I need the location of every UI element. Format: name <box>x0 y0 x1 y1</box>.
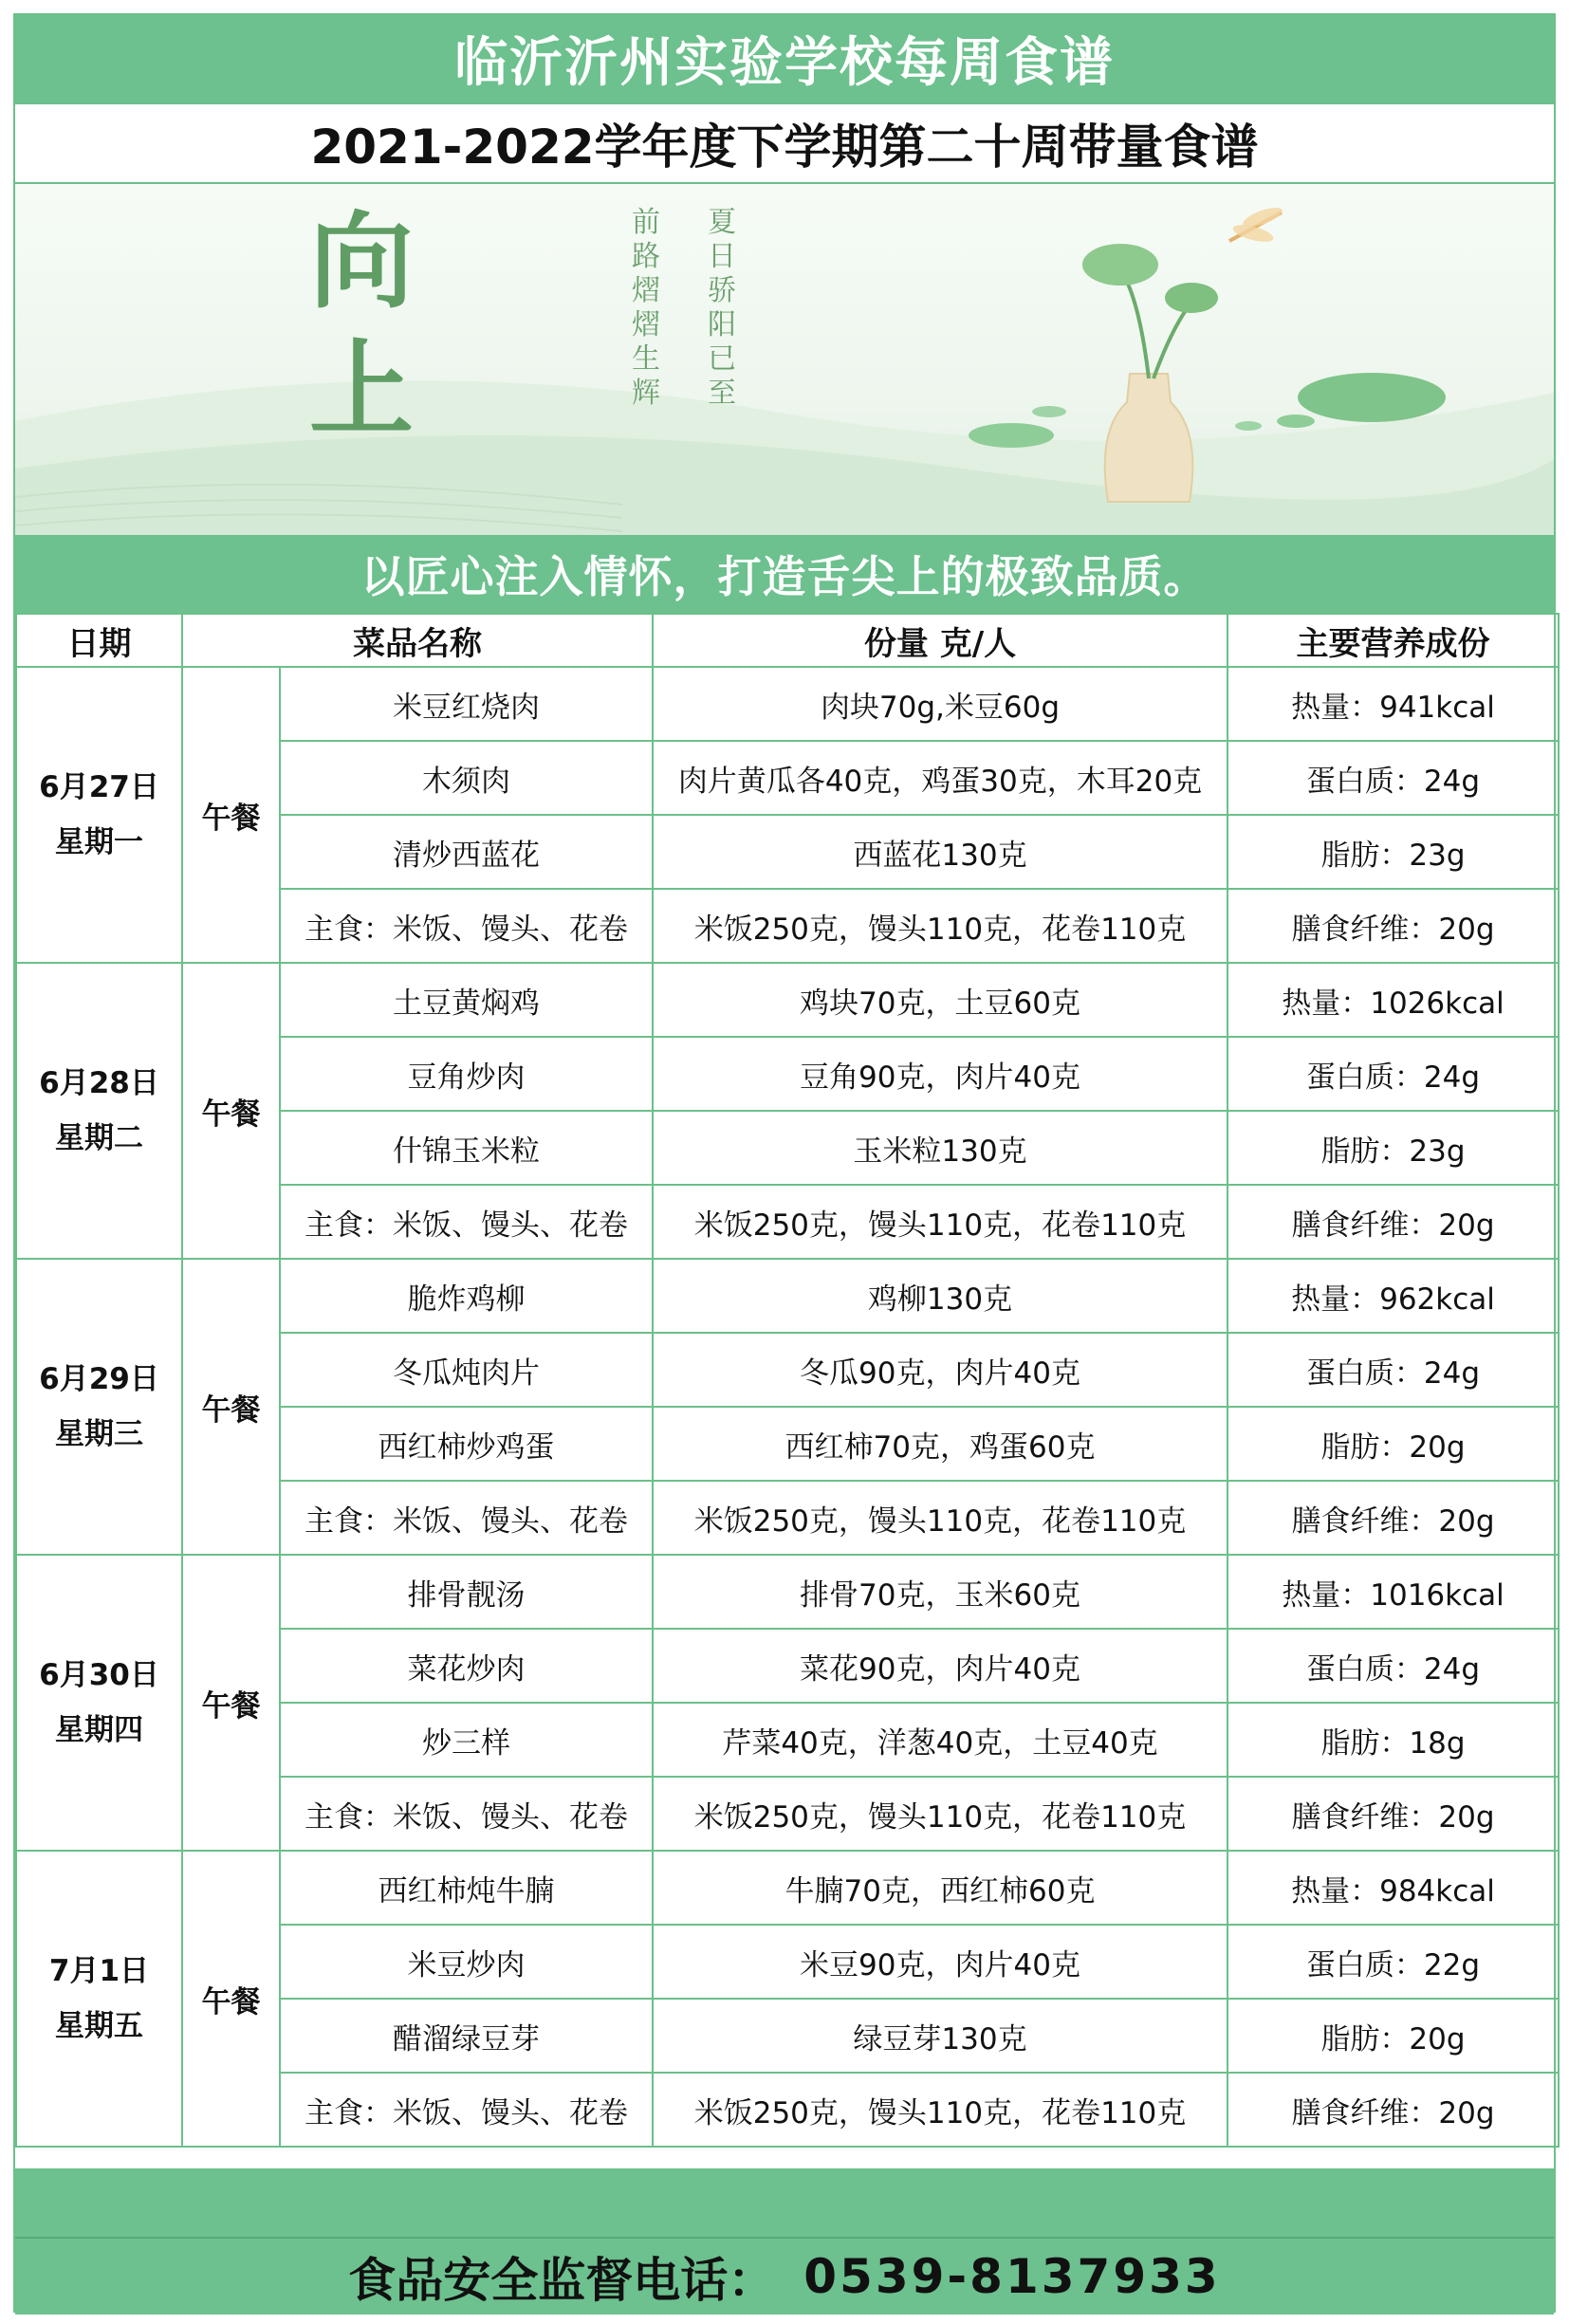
header-portion: 份量 克/人 <box>653 614 1228 667</box>
dragonfly-icon <box>1229 204 1284 246</box>
lily-pad-icon <box>1298 373 1446 422</box>
portion-cell: 菜花90克，肉片40克 <box>653 1629 1228 1703</box>
portion-cell: 米饭250克，馒头110克，花卷110克 <box>653 2073 1228 2147</box>
svg-text:至: 至 <box>708 377 736 410</box>
nutrition-cell: 脂肪：23g <box>1228 815 1559 889</box>
dish-cell: 主食：米饭、馒头、花卷 <box>280 1777 653 1851</box>
date-cell <box>16 667 182 963</box>
dish-cell: 土豆黄焖鸡 <box>280 963 653 1037</box>
footer-spacer <box>15 2168 1554 2239</box>
portion-cell: 肉片黄瓜各40克，鸡蛋30克，木耳20克 <box>653 741 1228 815</box>
dish-cell: 菜花炒肉 <box>280 1629 653 1703</box>
svg-text:熠: 熠 <box>632 274 660 307</box>
dish-cell: 主食：米饭、馒头、花卷 <box>280 1185 653 1259</box>
nutrition-cell: 蛋白质：24g <box>1228 1629 1559 1703</box>
nutrition-cell: 热量：1026kcal <box>1228 963 1559 1037</box>
lily-pad-icon <box>1277 415 1315 428</box>
nutrition-cell: 热量：984kcal <box>1228 1851 1559 1925</box>
nutrition-cell: 脂肪：18g <box>1228 1703 1559 1777</box>
hotline-label: 食品安全监督电话： <box>348 2253 776 2308</box>
date-cell <box>16 1259 182 1555</box>
date-text: 6月27日 <box>39 770 159 804</box>
meal-cell: 午餐 <box>182 1555 280 1851</box>
weekday-text: 星期一 <box>55 825 143 859</box>
banner-big-char-1: 向 <box>309 200 414 323</box>
lily-pad-icon <box>969 423 1054 448</box>
nutrition-cell: 膳食纤维：20g <box>1228 1777 1559 1851</box>
date-text: 6月29日 <box>39 1362 159 1396</box>
portion-cell: 玉米粒130克 <box>653 1111 1228 1185</box>
footer-hotline <box>15 2237 1554 2315</box>
meal-cell: 午餐 <box>182 667 280 963</box>
dish-cell: 脆炸鸡柳 <box>280 1259 653 1333</box>
weekday-text: 星期四 <box>55 1713 143 1747</box>
portion-cell: 米饭250克，馒头110克，花卷110克 <box>653 1185 1228 1259</box>
lily-pad-icon <box>1032 406 1066 417</box>
nutrition-cell: 热量：941kcal <box>1228 667 1559 741</box>
menu-poster <box>13 13 1556 2313</box>
banner-poem <box>632 206 736 410</box>
portion-cell: 肉块70g,米豆60g <box>653 667 1228 741</box>
dish-cell: 冬瓜炖肉片 <box>280 1333 653 1407</box>
table-row <box>16 1851 1559 1925</box>
date-text: 6月28日 <box>39 1066 159 1100</box>
svg-text:夏: 夏 <box>708 206 736 239</box>
svg-text:辉: 辉 <box>632 377 660 410</box>
portion-cell: 排骨70克，玉米60克 <box>653 1555 1228 1629</box>
banner-big-char-2: 上 <box>309 328 414 451</box>
date-cell <box>16 1851 182 2147</box>
date-cell <box>16 963 182 1259</box>
portion-cell: 豆角90克，肉片40克 <box>653 1037 1228 1111</box>
dish-cell: 主食：米饭、馒头、花卷 <box>280 889 653 963</box>
nutrition-cell: 膳食纤维：20g <box>1228 2073 1559 2147</box>
portion-cell: 米饭250克，馒头110克，花卷110克 <box>653 1481 1228 1555</box>
portion-cell: 米豆90克，肉片40克 <box>653 1925 1228 1999</box>
svg-text:生: 生 <box>632 342 660 376</box>
slogan-bar: 以匠心注入情怀，打造舌尖上的极致品质。 <box>15 535 1554 613</box>
dish-cell: 炒三样 <box>280 1703 653 1777</box>
dish-cell: 西红柿炖牛腩 <box>280 1851 653 1925</box>
nutrition-cell: 热量：962kcal <box>1228 1259 1559 1333</box>
portion-cell: 鸡柳130克 <box>653 1259 1228 1333</box>
date-text: 7月1日 <box>48 1954 150 1988</box>
svg-text:阳: 阳 <box>708 308 736 341</box>
banner-illustration <box>15 184 1554 535</box>
portion-cell: 冬瓜90克，肉片40克 <box>653 1333 1228 1407</box>
lotus-pod-icon <box>1165 283 1218 313</box>
nutrition-cell: 膳食纤维：20g <box>1228 1185 1559 1259</box>
nutrition-cell: 蛋白质：24g <box>1228 1333 1559 1407</box>
weekday-text: 星期三 <box>55 1417 143 1451</box>
portion-cell: 米饭250克，馒头110克，花卷110克 <box>653 889 1228 963</box>
nutrition-cell: 蛋白质：24g <box>1228 1037 1559 1111</box>
nutrition-cell: 蛋白质：24g <box>1228 741 1559 815</box>
portion-cell: 西蓝花130克 <box>653 815 1228 889</box>
hotline-number: 0539-8137933 <box>803 2249 1221 2304</box>
nutrition-cell: 蛋白质：22g <box>1228 1925 1559 1999</box>
lotus-pod-icon <box>1082 244 1158 286</box>
dish-cell: 什锦玉米粒 <box>280 1111 653 1185</box>
svg-text:熠: 熠 <box>632 308 660 341</box>
meal-cell: 午餐 <box>182 1851 280 2147</box>
table-header-row <box>16 614 1559 667</box>
nutrition-cell: 热量：1016kcal <box>1228 1555 1559 1629</box>
vase-icon <box>1105 374 1193 502</box>
table-row <box>16 963 1559 1037</box>
dish-cell: 主食：米饭、馒头、花卷 <box>280 2073 653 2147</box>
svg-text:已: 已 <box>708 342 736 376</box>
dish-cell: 醋溜绿豆芽 <box>280 1999 653 2073</box>
header-dish: 菜品名称 <box>182 614 653 667</box>
portion-cell: 鸡块70克，土豆60克 <box>653 963 1228 1037</box>
portion-cell: 绿豆芽130克 <box>653 1999 1228 2073</box>
lily-pad-icon <box>1235 421 1262 431</box>
portion-cell: 芹菜40克，洋葱40克，土豆40克 <box>653 1703 1228 1777</box>
header-date: 日期 <box>16 614 182 667</box>
date-text: 6月30日 <box>39 1658 159 1692</box>
dish-cell: 豆角炒肉 <box>280 1037 653 1111</box>
stem <box>1120 269 1149 378</box>
dish-cell: 清炒西蓝花 <box>280 815 653 889</box>
nutrition-cell: 脂肪：23g <box>1228 1111 1559 1185</box>
svg-text:前: 前 <box>632 206 660 239</box>
menu-table <box>15 613 1560 2148</box>
nutrition-cell: 膳食纤维：20g <box>1228 1481 1559 1555</box>
portion-cell: 西红柿70克，鸡蛋60克 <box>653 1407 1228 1481</box>
dish-cell: 排骨靓汤 <box>280 1555 653 1629</box>
table-row <box>16 667 1559 741</box>
weekday-text: 星期二 <box>55 1121 143 1155</box>
date-cell <box>16 1555 182 1851</box>
nutrition-cell: 膳食纤维：20g <box>1228 889 1559 963</box>
page-title: 临沂沂州实验学校每周食谱 <box>15 15 1554 102</box>
dish-cell: 米豆炒肉 <box>280 1925 653 1999</box>
portion-cell: 米饭250克，馒头110克，花卷110克 <box>653 1777 1228 1851</box>
nutrition-cell: 脂肪：20g <box>1228 1999 1559 2073</box>
header-nutrition: 主要营养成份 <box>1228 614 1559 667</box>
decorative-banner <box>15 184 1554 535</box>
meal-cell: 午餐 <box>182 1259 280 1555</box>
nutrition-cell: 脂肪：20g <box>1228 1407 1559 1481</box>
portion-cell: 牛腩70克，西红柿60克 <box>653 1851 1228 1925</box>
table-row <box>16 1555 1559 1629</box>
svg-text:路: 路 <box>632 240 660 273</box>
svg-text:骄: 骄 <box>708 274 736 307</box>
meal-cell: 午餐 <box>182 963 280 1259</box>
weekday-text: 星期五 <box>55 2009 143 2043</box>
page-subtitle: 2021-2022学年度下学期第二十周带量食谱 <box>15 102 1554 184</box>
svg-text:日: 日 <box>708 240 736 273</box>
dish-cell: 西红柿炒鸡蛋 <box>280 1407 653 1481</box>
dish-cell: 木须肉 <box>280 741 653 815</box>
dish-cell: 主食：米饭、馒头、花卷 <box>280 1481 653 1555</box>
table-row <box>16 1259 1559 1333</box>
stem <box>1154 303 1191 378</box>
dish-cell: 米豆红烧肉 <box>280 667 653 741</box>
